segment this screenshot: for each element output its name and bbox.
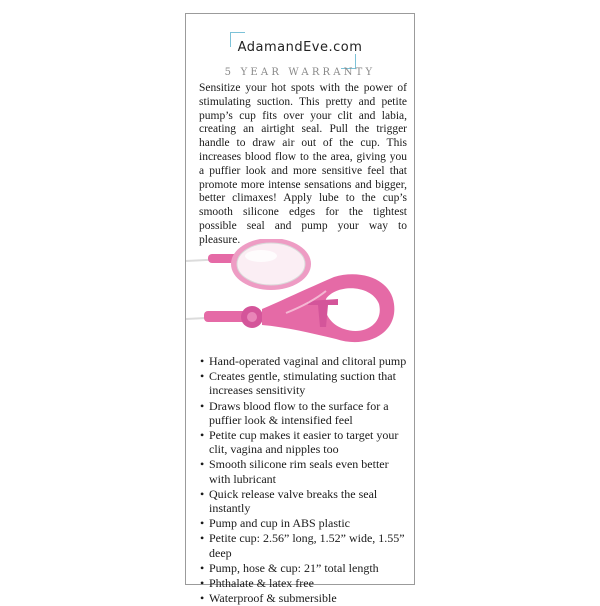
bullet: • <box>200 486 205 501</box>
feature-text: Smooth silicone rim seals even better with lubricant <box>209 457 389 486</box>
pump-product-image <box>186 239 416 359</box>
feature-text: Pump and cup in ABS plastic <box>209 516 350 531</box>
feature-list <box>200 354 410 606</box>
hose-lower <box>186 318 206 319</box>
bullet: • <box>200 516 205 531</box>
list-item <box>200 457 410 485</box>
feature-text: Hand-operated vaginal and clitoral pump <box>209 354 407 368</box>
feature-text: Waterproof & submersible <box>209 591 337 606</box>
feature-text: Creates gentle, stimulating suction that increases sensitivity <box>209 369 396 398</box>
bullet: • <box>200 560 205 575</box>
list-item <box>200 531 410 559</box>
brand-logo: AdamandEve.com <box>237 40 363 55</box>
warranty-label: 5 YEAR WARRANTY <box>224 67 376 78</box>
list-item <box>200 399 410 427</box>
bullet: • <box>200 369 205 384</box>
pump-nozzle <box>204 311 246 322</box>
list-item <box>200 561 410 575</box>
bullet: • <box>200 591 205 606</box>
suction-cup-inner <box>237 243 305 285</box>
suction-cup-highlight <box>245 250 277 262</box>
list-item <box>200 591 410 605</box>
feature-text: Phthalate & latex free <box>209 576 314 591</box>
list-item <box>200 516 410 530</box>
list-item <box>200 354 410 368</box>
list-item <box>200 576 410 590</box>
pump-valve-inner <box>247 312 257 322</box>
bullet: • <box>200 576 205 591</box>
list-item <box>200 428 410 456</box>
feature-text: Pump, hose & cup: 21” total length <box>209 560 379 575</box>
list-item <box>200 369 410 397</box>
product-card <box>185 13 415 606</box>
list-item <box>200 487 410 515</box>
bullet: • <box>200 457 205 472</box>
bullet: • <box>200 398 205 413</box>
bullet: • <box>200 428 205 443</box>
feature-text: Petite cup makes it easier to target your clit, vagina and nipples too <box>209 428 399 457</box>
feature-text: Draws blood flow to the surface for a puffier look & intensified feel <box>209 398 389 427</box>
product-description: Sensitize your hot spots with the power of stimulating suction. This pretty and petite pump’s cup fits over your clit and labia, creating an airtight seal. Pull the trigger handle to draw air out of the cup. This increases blood flow to the area, giving you a puffier look and more sensitive feel that promote more intense sensations and bigger, better climaxes! Apply lube to the cup’s smooth silicone edges for the tightest possible seal and pump your way to pleasure. <box>199 82 407 246</box>
feature-text: Petite cup: 2.56” long, 1.52” wide, 1.55” deep <box>209 531 405 560</box>
bullet: • <box>200 354 205 368</box>
bullet: • <box>200 531 205 546</box>
feature-text: Quick release valve breaks the seal instantly <box>209 486 378 516</box>
